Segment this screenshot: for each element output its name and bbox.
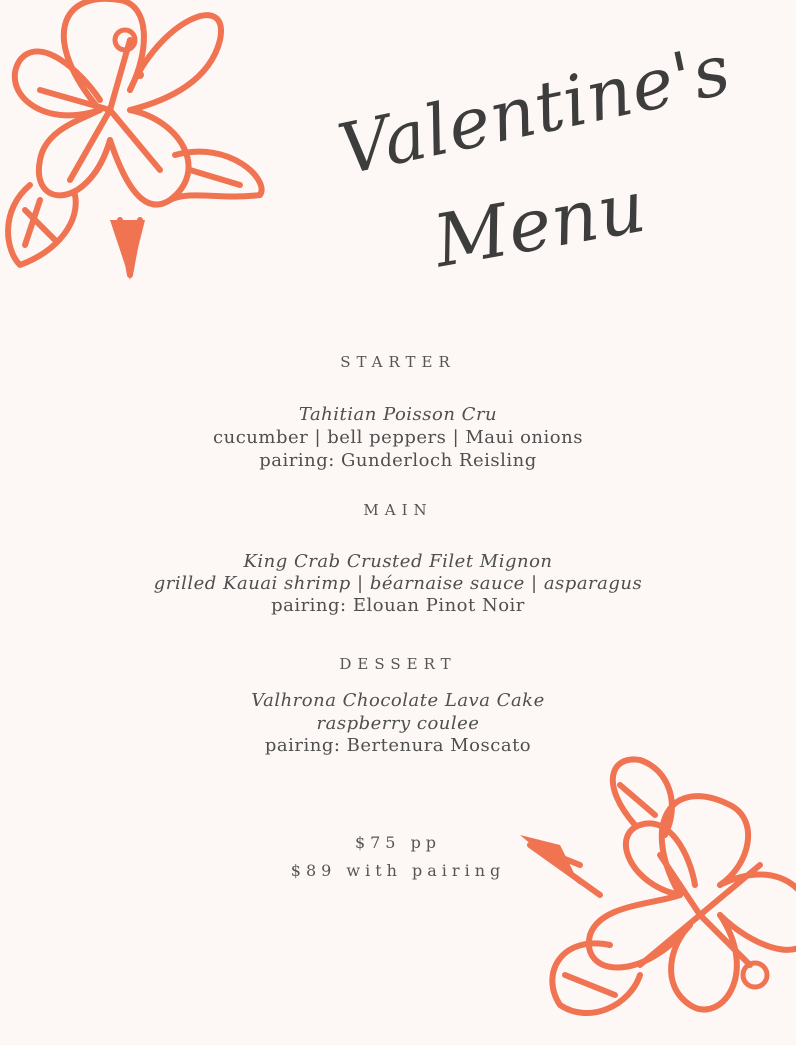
title-line-2: Menu: [427, 163, 653, 284]
price-with-pairing: $89 with pairing: [290, 861, 506, 880]
dessert-details: raspberry coulee: [316, 713, 480, 734]
dessert-dish: Valhrona Chocolate Lava Cake: [251, 690, 545, 711]
main-pairing: pairing: Elouan Pinot Noir: [271, 595, 525, 616]
starter-heading: STARTER: [340, 353, 456, 371]
main-details: grilled Kauai shrimp | béarnaise sauce | asparagus: [153, 573, 643, 594]
main-dish: King Crab Crusted Filet Mignon: [243, 551, 553, 572]
starter-dish: Tahitian Poisson Cru: [298, 404, 498, 425]
starter-details: cucumber | bell peppers | Maui onions: [213, 427, 583, 448]
hibiscus-flower-icon: [520, 745, 796, 1045]
main-heading: MAIN: [363, 501, 433, 519]
title-line-1: Valentine's: [331, 28, 738, 192]
starter-pairing: pairing: Gunderloch Reisling: [259, 450, 537, 471]
price-base: $75 pp: [354, 833, 442, 852]
dessert-pairing: pairing: Bertenura Moscato: [264, 735, 532, 756]
dessert-heading: DESSERT: [339, 655, 457, 673]
hibiscus-flower-icon: [0, 0, 280, 280]
menu-title: [330, 28, 738, 330]
